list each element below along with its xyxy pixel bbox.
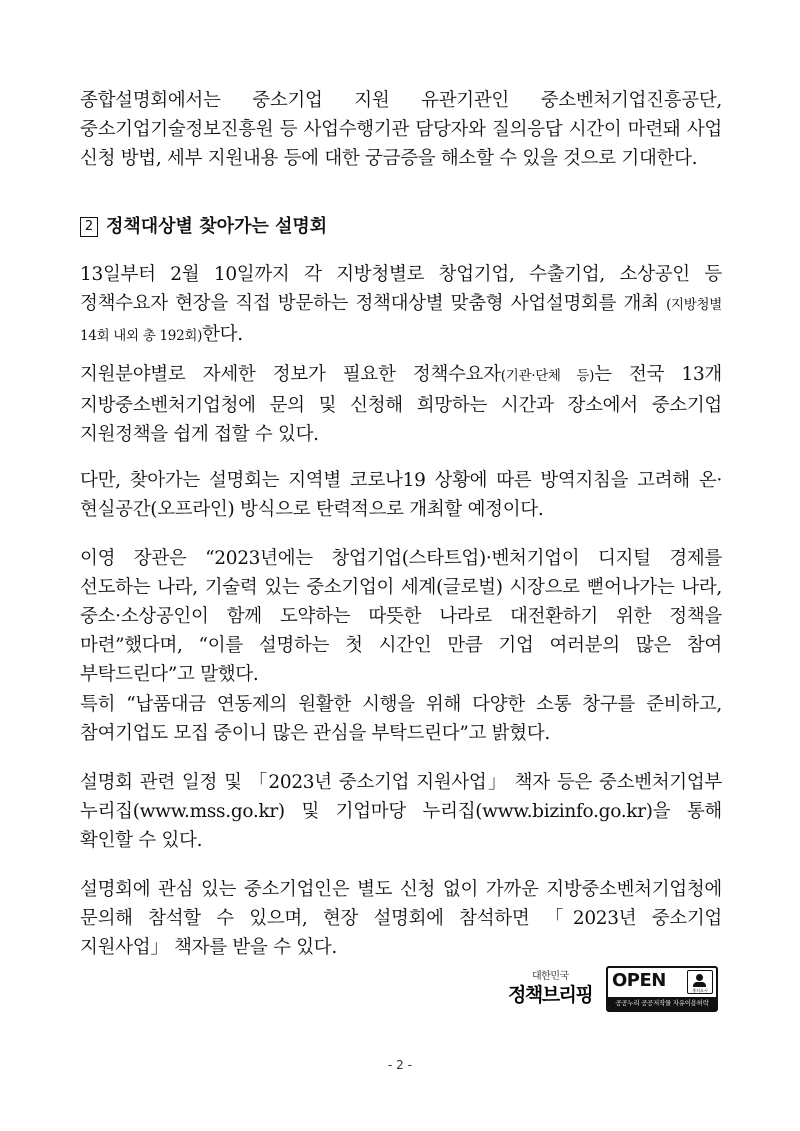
session-count-note: (지방청별 14회 내외 총 192회) <box>80 297 722 344</box>
korea-briefing-wordmark: 정책브리핑 <box>508 984 593 1006</box>
open-wordmark: OPEN <box>612 970 666 991</box>
kogl-license-strip: 공공누리 공공저작물 자유이용허락 <box>608 997 716 1010</box>
attribution-caption: 출처표시 <box>692 988 708 993</box>
korea-briefing-small-text: 대한민국 <box>532 971 569 982</box>
paragraph-regional-offices <box>80 360 722 449</box>
page-number: - 2 - <box>388 1058 412 1072</box>
paragraph-schedule-info: 설명회 관련 일정 및 「2023년 중소기업 지원사업」 책자 등은 중소벤처기업부 누리집(www.mss.go.kr) 및 기업마당 누리집(www.bizinfo.go.kr)을 통해 확인할 수 있다. <box>80 772 722 851</box>
kogl-open-license-logo <box>606 966 718 1012</box>
paragraph-regional-offices-start: 지원분야별로 자세한 정보가 필요한 정책수요자 <box>80 364 501 385</box>
attribution-person-icon <box>687 970 713 994</box>
section-heading <box>80 214 327 240</box>
paragraph-visiting-sessions-end: 한다. <box>202 324 243 345</box>
paragraph-visiting-sessions <box>80 260 722 351</box>
paragraph-payment-linkage: 특히 “납품대금 연동제의 원활한 시행을 위해 다양한 소통 창구를 준비하고, 참여기업도 모집 중이니 많은 관심을 부탁드린다”고 밝혔다. <box>80 694 722 744</box>
section-heading-title: 정책대상별 찾아가는 설명회 <box>106 216 328 237</box>
paragraph-minister-quote: 이영 장관은 “2023년에는 창업기업(스타트업)·벤처기업이 디지털 경제를 선도하는 나라, 기술력 있는 중소기업이 세계(글로벌) 시장으로 뻗어나가는 나라, 중소·소상공인이 함께 도약하는 따뜻한 나라로 대전환하기 위한 정책을 마련”했다며, “이를 설명하는 첫 시간인 만큼 기업 여러분의 많은 참여 부탁드린다”고 말했다. <box>80 548 722 685</box>
section-number-box: 2 <box>80 217 98 237</box>
korea-briefing-logo <box>508 967 598 1011</box>
paragraph-explanation-session: 종합설명회에서는 중소기업 지원 유관기관인 중소벤처기업진흥공단, 중소기업기술정보진흥원 등 사업수행기관 담당자와 질의응답 시간이 마련돼 사업 신청 방법, 세부 지원내용 등에 대한 궁금증을 해소할 수 있을 것으로 기대한다. <box>80 90 722 169</box>
institution-note: (기관·단체 등) <box>500 368 595 384</box>
logo-group <box>508 966 723 1012</box>
paragraph-covid-guidelines: 다만, 찾아가는 설명회는 지역별 코로나19 상황에 따른 방역지침을 고려해 온·현실공간(오프라인) 방식으로 탄력적으로 개최할 예정이다. <box>80 470 722 520</box>
paragraph-regional-offices-end: 는 전국 13개 지방중소벤처기업청에 문의 및 신청해 희망하는 시간과 장소에서 중소기업 지원정책을 쉽게 접할 수 있다. <box>80 364 723 445</box>
paragraph-attendance-info: 설명회에 관심 있는 중소기업인은 별도 신청 없이 가까운 지방중소벤처기업청에 문의해 참석할 수 있으며, 현장 설명회에 참석하면 「2023년 중소기업 지원사업」 책자를 받을 수 있다. <box>80 879 722 958</box>
paragraph-visiting-sessions-main: 13일부터 2월 10일까지 각 지방청별로 창업기업, 수출기업, 소상공인 등 정책수요자 현장을 직접 방문하는 정책대상별 맞춤형 사업설명회를 개최 <box>80 264 722 314</box>
